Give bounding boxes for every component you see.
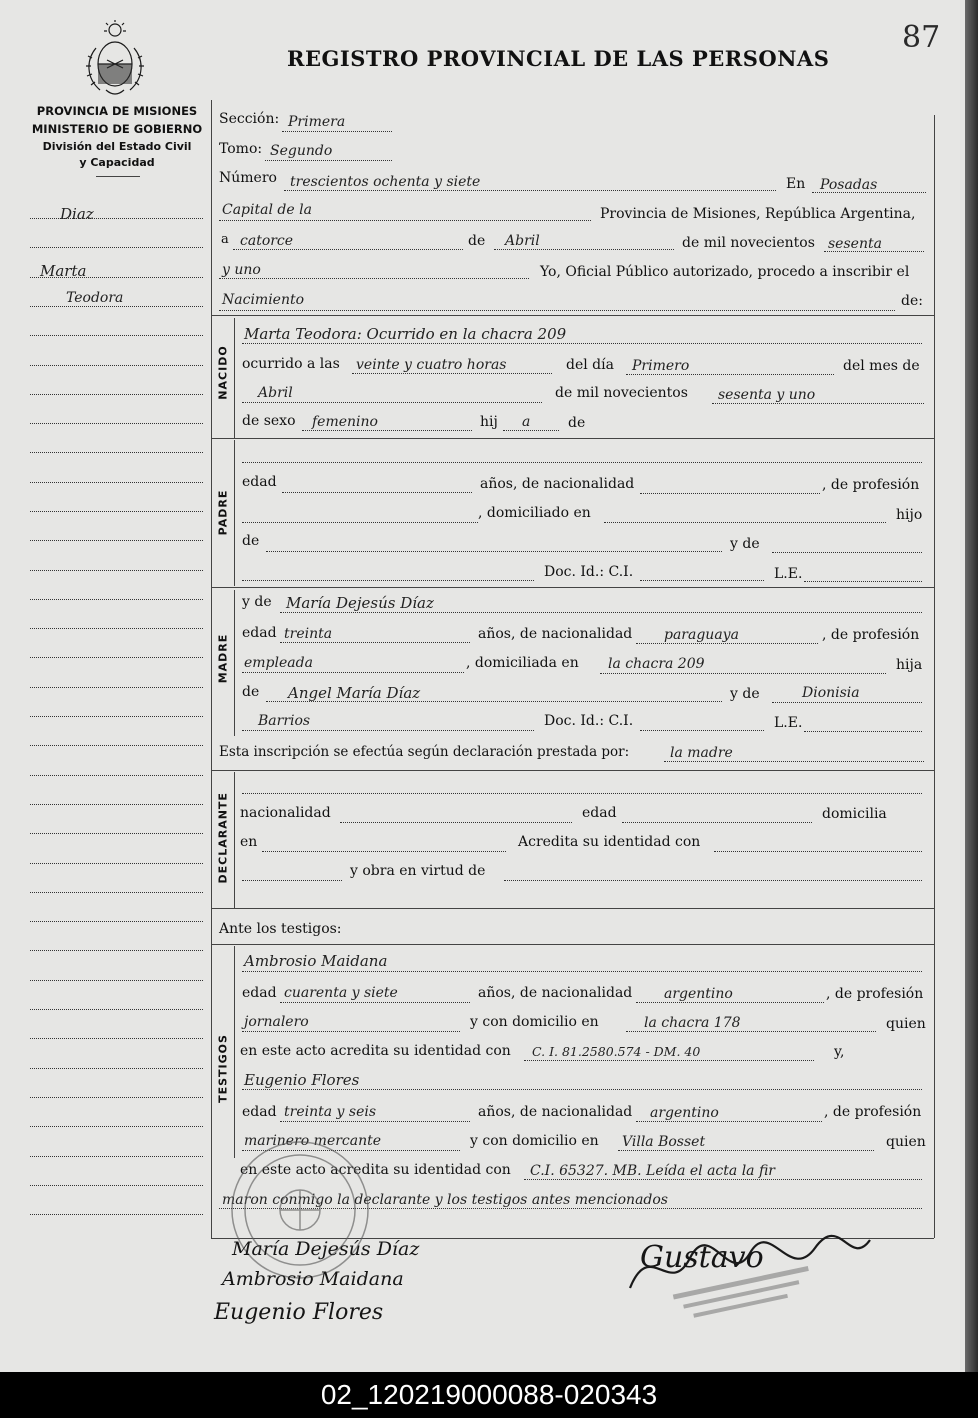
padre-de-label: de (242, 533, 260, 549)
madre-edad-label: edad (242, 625, 277, 641)
margin-ruled-line (30, 628, 203, 629)
padre-de-line (266, 551, 722, 552)
t2-edad-label: edad (242, 1104, 277, 1120)
margin-ruled-line (30, 1038, 203, 1039)
seccion-value: Primera (288, 114, 346, 130)
mes-nac-line (242, 402, 542, 403)
padre-le-line (804, 581, 922, 582)
hora-line (352, 373, 552, 374)
margin-ruled-line (30, 570, 203, 571)
signature-1: María Dejesús Díaz (232, 1238, 420, 1260)
t2-nac-line (636, 1121, 822, 1122)
margin-ruled-line (30, 1185, 203, 1186)
page-title: REGISTRO PROVINCIAL DE LAS PERSONAS (287, 46, 830, 71)
numero-value: trescientos ochenta y siete (290, 174, 481, 190)
capital-value: Capital de la (222, 202, 312, 218)
t2-edad-value: treinta y seis (284, 1104, 377, 1120)
madre-name-value: María Dejesús Díaz (286, 594, 434, 612)
sexo-label: de sexo (242, 413, 296, 429)
org-line-3: División del Estado Civil (42, 140, 192, 153)
t1-edad-line (280, 1002, 470, 1003)
padre-edad-line (282, 492, 472, 493)
provincia-label: Provincia de Misiones, República Argentina, (600, 206, 916, 222)
madre-side-label: MADRE (216, 633, 230, 684)
t2-domicilio-label: y con domicilio en (470, 1133, 599, 1149)
padre-abuela-line (242, 580, 534, 581)
nacido-divider (234, 318, 235, 438)
hij-line (503, 430, 559, 431)
declarante-line (664, 761, 924, 762)
madre-dom-line (600, 673, 886, 674)
anio-a-value: sesenta (828, 236, 882, 252)
en-label: En (786, 176, 806, 192)
madre-y-de-line (772, 702, 922, 703)
padre-anos-label: años, de nacionalidad (480, 476, 635, 492)
dia-value: catorce (240, 233, 294, 249)
nacido-top-rule (211, 315, 934, 316)
decl-acredita-label: Acredita su identidad con (518, 834, 701, 850)
margin-ruled-line (30, 716, 203, 717)
padre-doc-label: Doc. Id.: C.I. (544, 564, 634, 580)
t1-quien-label: quien (886, 1016, 926, 1032)
org-divider (96, 176, 140, 177)
t1-edad-label: edad (242, 985, 277, 1001)
decl-nac-line (340, 822, 572, 823)
hij-de-label: de (568, 415, 586, 431)
sexo-value: femenino (312, 414, 378, 430)
margin-ruled-line (30, 657, 203, 658)
padre-nac-line (640, 493, 820, 494)
margin-ruled-line (30, 599, 203, 600)
madre-padre-value: Angel María Díaz (288, 684, 421, 702)
de-mil-label: de mil novecientos (682, 235, 815, 251)
t2-name-value: Eugenio Flores (244, 1071, 360, 1089)
margin-ruled-line (30, 950, 203, 951)
decl-edad-line (622, 822, 812, 823)
padre-dom-line (604, 522, 886, 523)
mes-nac-value: Abril (258, 385, 293, 401)
inscripcion-label: Esta inscripción se efectúa según declaración prestada por: (219, 744, 630, 760)
dia-nac-line (626, 374, 834, 375)
t1-y-label: y, (834, 1044, 845, 1060)
margin-given-1: Marta (40, 262, 87, 280)
t2-name-line (242, 1089, 922, 1090)
del-dia-label: del día (566, 357, 614, 373)
t2-anos-label: años, de nacionalidad (478, 1104, 633, 1120)
margin-ruled-line (30, 482, 203, 483)
margin-ruled-line (30, 745, 203, 746)
testigos-top-rule (211, 944, 934, 945)
madre-domicilio-label: , domiciliada en (466, 655, 579, 671)
declarante-top-rule (211, 770, 934, 771)
nacido-name-line (242, 343, 922, 344)
scan-footer-code: 02_120219000088-020343 (0, 1372, 978, 1418)
acto-value: Nacimiento (222, 292, 305, 308)
t1-name-value: Ambrosio Maidana (244, 952, 388, 970)
padre-top-rule (211, 438, 934, 439)
margin-ruled-line (30, 335, 203, 336)
t1-anos-label: años, de nacionalidad (478, 985, 633, 1001)
decl-obra-line (504, 880, 922, 881)
t1-prof-line (242, 1031, 460, 1032)
signature-2: Ambrosio Maidana (222, 1268, 404, 1290)
seccion-label: Sección: (219, 111, 280, 127)
numero-label: Número (219, 170, 277, 186)
de-colon-label: de: (901, 293, 923, 309)
declarante-name-line (242, 793, 922, 794)
madre-nac-value: paraguaya (664, 627, 739, 643)
margin-ruled-line (30, 1097, 203, 1098)
t2-acredita-label: en este acto acredita su identidad con (240, 1162, 511, 1178)
padre-le-label: L.E. (774, 566, 803, 582)
hora-value: veinte y cuatro horas (356, 357, 507, 373)
en-value: Posadas (820, 177, 878, 193)
margin-ruled-line (30, 247, 203, 248)
margin-ruled-line (30, 452, 203, 453)
padre-name-line (242, 462, 922, 463)
madre-abuela-line (242, 730, 534, 731)
t1-name-line (242, 971, 922, 972)
madre-divider (234, 590, 235, 736)
de-label: de (468, 233, 486, 249)
form-left-border (211, 100, 212, 1238)
madre-de-label: de (242, 684, 260, 700)
decl-edad-label: edad (582, 805, 617, 821)
testigos-label: Ante los testigos: (219, 921, 342, 937)
margin-ruled-line (30, 980, 203, 981)
t2-doc-line (524, 1179, 922, 1180)
madre-nac-line (636, 643, 818, 644)
madre-anos-label: años, de nacionalidad (478, 626, 633, 642)
page-edge (965, 0, 978, 1372)
t2-prof-value: marinero mercante (244, 1133, 382, 1149)
margin-ruled-line (30, 687, 203, 688)
margin-given-2: Teodora (66, 290, 124, 306)
t1-edad-value: cuarenta y siete (284, 985, 398, 1001)
padre-profesion-label: , de profesión (822, 477, 920, 493)
tomo-label: Tomo: (219, 141, 263, 157)
t1-domicilio-label: y con domicilio en (470, 1014, 599, 1030)
a-label: a (221, 232, 229, 247)
madre-doc-label: Doc. Id.: C.I. (544, 713, 634, 729)
madre-y-de2-label: y de (730, 686, 760, 702)
t1-prof-value: jornalero (244, 1014, 309, 1030)
margin-ruled-line (30, 833, 203, 834)
declarante-divider (234, 772, 235, 908)
padre-edad-label: edad (242, 474, 277, 490)
mes-value: Abril (505, 233, 540, 249)
margin-ruled-line (30, 423, 203, 424)
coat-of-arms-icon (82, 20, 148, 100)
t2-doc-value: C.I. 65327. MB. Leída el acta la fir (530, 1163, 775, 1179)
dia-line (233, 249, 463, 250)
t1-dom-value: la chacra 178 (644, 1015, 741, 1031)
t1-nac-line (636, 1002, 824, 1003)
org-line-1: PROVINCIA DE MISIONES (36, 104, 198, 118)
signature-3: Eugenio Flores (214, 1300, 384, 1325)
margin-ruled-line (30, 921, 203, 922)
tomo-value: Segundo (270, 143, 333, 159)
margin-ruled-line (30, 892, 203, 893)
margin-ruled-line (30, 1156, 203, 1157)
closing-value: maron conmigo la declarante y los testigos antes mencionados (222, 1192, 668, 1208)
padre-divider (234, 440, 235, 586)
decl-domicilia-label: domicilia (822, 806, 887, 822)
t1-profesion-label: , de profesión (826, 986, 924, 1002)
testigos-divider (234, 946, 235, 1158)
margin-ruled-line (30, 1068, 203, 1069)
madre-madre-value: Dionisia (802, 685, 860, 701)
declarante-bottom-rule (211, 908, 934, 909)
margin-ruled-line (30, 1126, 203, 1127)
org-line-2: MINISTERIO DE GOBIERNO (31, 122, 203, 136)
madre-prof-value: empleada (244, 655, 313, 671)
anio-nac-line (712, 403, 924, 404)
madre-edad-line (280, 642, 470, 643)
testigos-side-label: TESTIGOS (216, 1034, 230, 1103)
t2-dom-line (618, 1150, 874, 1151)
madre-y-de-label: y de (242, 594, 272, 610)
decl-doc-line (242, 880, 342, 881)
decl-obra-label: y obra en virtud de (350, 863, 486, 879)
t1-acredita-label: en este acto acredita su identidad con (240, 1043, 511, 1059)
ocurrido-label: ocurrido a las (242, 356, 340, 372)
tomo-line (265, 160, 392, 161)
madre-le-label: L.E. (774, 715, 803, 731)
signature-4: Gustavo (640, 1240, 764, 1275)
padre-y-de-label: y de (730, 536, 760, 552)
madre-top-rule (211, 587, 934, 588)
declarante-value: la madre (670, 745, 733, 761)
padre-side-label: PADRE (216, 489, 230, 536)
org-line-4: y Capacidad (79, 156, 155, 169)
decl-en-line (262, 851, 506, 852)
nacido-name-value: Marta Teodora: Ocurrido en la chacra 209 (244, 325, 567, 343)
t1-nac-value: argentino (664, 986, 733, 1002)
margin-ruled-line (30, 306, 203, 307)
madre-madre2-value: Barrios (258, 713, 311, 729)
t1-doc-value: C. I. 81.2580.574 - DM. 40 (532, 1044, 701, 1059)
decl-acredita-line (714, 851, 922, 852)
t2-dom-value: Villa Bosset (622, 1134, 706, 1150)
margin-ruled-line (30, 1009, 203, 1010)
form-right-border (934, 115, 935, 1238)
margin-surname: Diaz (60, 205, 94, 223)
madre-profesion-label: , de profesión (822, 627, 920, 643)
numero-line (284, 190, 776, 191)
margin-ruled-line (30, 394, 203, 395)
margin-ruled-line (30, 804, 203, 805)
margin-ruled-line (30, 218, 203, 219)
t2-quien-label: quien (886, 1134, 926, 1150)
declarante-side-label: DECLARANTE (216, 792, 230, 884)
padre-domicilio-label: , domiciliado en (478, 505, 591, 521)
mes-line (494, 249, 674, 250)
capital-line (219, 220, 591, 221)
madre-ci-line (640, 730, 764, 731)
nacido-side-label: NACIDO (216, 345, 230, 400)
margin-ruled-line (30, 863, 203, 864)
acto-line (219, 310, 895, 311)
decl-en-label: en (240, 834, 258, 850)
margin-ruled-line (30, 775, 203, 776)
hij-value: a (522, 414, 531, 430)
anio-nac-value: sesenta y uno (718, 387, 816, 403)
page-number: 87 (902, 20, 941, 55)
madre-prof-line (242, 672, 464, 673)
margin-ruled-line (30, 540, 203, 541)
yo-oficial-label: Yo, Oficial Público autorizado, procedo a inscribir el (540, 264, 910, 280)
madre-name-line (280, 612, 922, 613)
t1-dom-line (626, 1031, 876, 1032)
decl-nac-label: nacionalidad (240, 805, 331, 821)
seccion-line (282, 131, 392, 132)
madre-hija-label: hija (896, 657, 923, 673)
madre-edad-value: treinta (284, 626, 333, 642)
dia-nac-value: Primero (632, 358, 690, 374)
madre-le-line (804, 731, 922, 732)
signature-flourish-icon (620, 1228, 880, 1308)
madre-dom-value: la chacra 209 (608, 656, 705, 672)
padre-hijo-label: hijo (896, 507, 923, 523)
sexo-line (302, 430, 472, 431)
del-mes-label: del mes de (843, 358, 920, 374)
margin-ruled-line (30, 1214, 203, 1215)
t2-edad-line (280, 1121, 470, 1122)
t2-profesion-label: , de profesión (824, 1104, 922, 1120)
anio-b-line (219, 278, 529, 279)
anio-b-value: y uno (222, 262, 261, 278)
padre-prof-line (242, 522, 478, 523)
padre-ci-line (640, 580, 764, 581)
official-seal-stamp-icon (225, 1135, 375, 1285)
de-mil-nac-label: de mil novecientos (555, 385, 688, 401)
t1-doc-line (524, 1060, 814, 1061)
hij-label: hij (480, 414, 498, 430)
padre-y-de-line (772, 552, 922, 553)
margin-ruled-line (30, 365, 203, 366)
margin-ruled-line (30, 511, 203, 512)
t2-nac-value: argentino (650, 1105, 719, 1121)
